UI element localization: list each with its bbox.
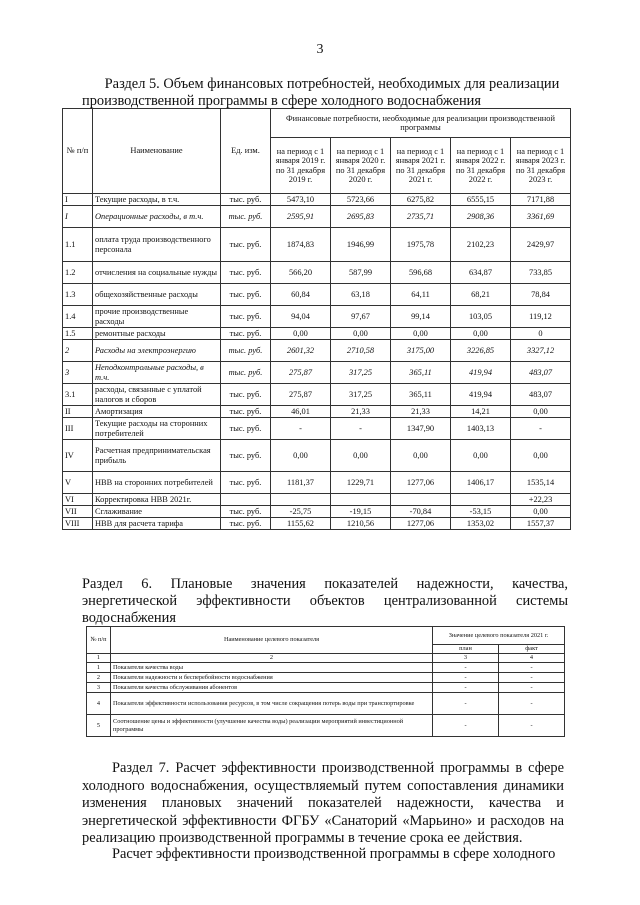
row-name: Амортизация [93,406,221,418]
row-unit: тыс. руб. [221,418,271,440]
row-value [271,494,331,506]
row-value: 3175,00 [391,340,451,362]
row-value: 483,07 [511,362,571,384]
section7-text: Раздел 7. Расчет эффективности производственной программы в сфере холодного водоснабжения, осуществляемый путем сопоставления динамики изменения плановых значений показателей надежности, качества и энергетической эффективности ФГБУ «Санаторий «Марьино» и расходов на реализацию производственной программы в течение срока ее действия. [82,760,564,847]
row-unit: тыс. руб. [221,262,271,284]
table-row [87,693,565,715]
row-value: 0,00 [511,506,571,518]
row-value: 99,14 [391,306,451,328]
table-row [87,663,565,673]
t6-col-plan-header: план [433,645,499,654]
indicator-fact: - [499,673,565,683]
row-number: 1.3 [63,284,93,306]
period-header: на период с 1 января 2022 г. по 31 декабря 2022 г. [451,138,511,194]
table-row [63,194,571,206]
row-value: 0,00 [511,440,571,472]
row-value: 2908,36 [451,206,511,228]
section6-heading-line1: Раздел 6. Плановые значения показателей надежности, качества, [82,576,568,592]
indicator-number: 5 [87,715,111,737]
section5-heading-line1: Раздел 5. Объем финансовых потребностей, необходимых для реализации [104,76,560,92]
table-row [63,440,571,472]
row-number: VI [63,494,93,506]
row-value: 14,21 [451,406,511,418]
row-value: 0 [511,328,571,340]
row-number: V [63,472,93,494]
indicator-fact: - [499,683,565,693]
row-value: 63,18 [331,284,391,306]
row-value: 483,07 [511,384,571,406]
row-value: 1210,56 [331,518,391,530]
row-value: 1277,06 [391,518,451,530]
section5-heading [82,76,582,110]
row-value: 634,87 [451,262,511,284]
row-name: НВВ для расчета тарифа [93,518,221,530]
row-value: - [511,418,571,440]
row-value: 0,00 [511,406,571,418]
row-name: расходы, связанные с уплатой налогов и сборов [93,384,221,406]
table-row [63,518,571,530]
row-value: 94,04 [271,306,331,328]
row-number: I [63,206,93,228]
section7-paragraph [82,760,564,848]
row-unit: тыс. руб. [221,518,271,530]
row-number: 2 [63,340,93,362]
indicator-plan: - [433,693,499,715]
period-header: на период с 1 января 2019 г. по 31 декабря 2019 г. [271,138,331,194]
row-value: 1229,71 [331,472,391,494]
row-number: 1.2 [63,262,93,284]
row-value: 1406,17 [451,472,511,494]
row-value: 21,33 [391,406,451,418]
indicator-number: 1 [87,663,111,673]
row-name: ремонтные расходы [93,328,221,340]
row-name: оплата труда производственного персонала [93,228,221,262]
row-name: Сглаживание [93,506,221,518]
row-number: 3 [63,362,93,384]
row-value: 1403,13 [451,418,511,440]
row-value: 103,05 [451,306,511,328]
section7-paragraph2: Расчет эффективности производственной программы в сфере холодного [112,846,556,862]
table-row [63,306,571,328]
row-number: 1.1 [63,228,93,262]
row-value: 733,85 [511,262,571,284]
row-value: 3327,12 [511,340,571,362]
row-name: отчисления на социальные нужды [93,262,221,284]
table-row [63,472,571,494]
table-row [63,418,571,440]
t6-col-fact-header: факт [499,645,565,654]
row-name: Корректировка НВВ 2021г. [93,494,221,506]
row-unit: тыс. руб. [221,206,271,228]
indicator-number: 3 [87,683,111,693]
table-row [63,340,571,362]
indicator-name: Соотношение цены и эффективности (улучшение качества воды) реализации мероприятий инвестиционной программы [111,715,433,737]
row-value: 68,21 [451,284,511,306]
row-value: 1347,90 [391,418,451,440]
row-unit: тыс. руб. [221,440,271,472]
row-name: Расчетная предпринимательская прибыль [93,440,221,472]
indicator-plan: - [433,663,499,673]
t6-col-group-header: Значение целевого показателя 2021 г. [433,627,565,645]
period-header: на период с 1 января 2023 г. по 31 декабря 2023 г. [511,138,571,194]
row-value: +22,23 [511,494,571,506]
t6-col-no-header: № п/п [87,627,111,654]
row-unit: тыс. руб. [221,406,271,418]
row-value: 2601,32 [271,340,331,362]
table-row [63,406,571,418]
row-name: прочие производственные расходы [93,306,221,328]
row-number: III [63,418,93,440]
indicator-name: Показатели качества обслуживания абонентов [111,683,433,693]
indicator-plan: - [433,715,499,737]
section6-heading-line3: водоснабжения [82,610,176,626]
row-value: 275,87 [271,384,331,406]
row-value: 1946,99 [331,228,391,262]
column-index: 4 [499,654,565,663]
row-value: 2695,83 [331,206,391,228]
table-row [63,228,571,262]
table-row [87,683,565,693]
row-value: 1535,14 [511,472,571,494]
section6-heading [82,576,568,627]
row-unit: тыс. руб. [221,472,271,494]
row-number: II [63,406,93,418]
row-value: 1557,37 [511,518,571,530]
row-value: -53,15 [451,506,511,518]
row-value [451,494,511,506]
row-value [331,494,391,506]
indicator-fact: - [499,693,565,715]
table-row [63,362,571,384]
row-value: 3361,69 [511,206,571,228]
row-value: 1975,78 [391,228,451,262]
t6-col-name-header: Наименование целевого показателя [111,627,433,654]
row-value: 0,00 [391,328,451,340]
row-value: 64,11 [391,284,451,306]
row-value: -70,84 [391,506,451,518]
indicator-name: Показатели эффективности использования ресурсов, в том числе сокращения потерь воды при транспортировке [111,693,433,715]
indicator-number: 2 [87,673,111,683]
column-index: 1 [87,654,111,663]
row-value: 60,84 [271,284,331,306]
row-value: 0,00 [451,328,511,340]
table-row [63,506,571,518]
column-index: 2 [111,654,433,663]
row-unit: тыс. руб. [221,340,271,362]
row-value: 2595,91 [271,206,331,228]
row-value: 6555,15 [451,194,511,206]
indicator-plan: - [433,683,499,693]
row-value: - [271,418,331,440]
row-value: 2710,58 [331,340,391,362]
row-value: 2102,23 [451,228,511,262]
row-value: -19,15 [331,506,391,518]
table-row [63,384,571,406]
row-value: 2735,71 [391,206,451,228]
page-number: 3 [316,42,324,57]
row-value [391,494,451,506]
row-value: 1277,06 [391,472,451,494]
row-value: 419,94 [451,362,511,384]
row-number: 1.5 [63,328,93,340]
section5-heading-line2: производственной программы в сфере холодного водоснабжения [82,93,481,109]
row-value: 5723,66 [331,194,391,206]
column-index: 3 [433,654,499,663]
row-number: IV [63,440,93,472]
row-value: 0,00 [451,440,511,472]
row-unit: тыс. руб. [221,384,271,406]
row-value: 596,68 [391,262,451,284]
row-value: 21,33 [331,406,391,418]
row-unit: тыс. руб. [221,506,271,518]
row-value: 317,25 [331,384,391,406]
row-value: 0,00 [271,440,331,472]
financial-needs-table [62,108,571,530]
row-number: 3.1 [63,384,93,406]
target-indicators-table [86,626,565,737]
row-value: 365,11 [391,384,451,406]
indicator-plan: - [433,673,499,683]
row-value: 1874,83 [271,228,331,262]
row-value: 365,11 [391,362,451,384]
row-value: 0,00 [331,328,391,340]
row-value: 566,20 [271,262,331,284]
row-value: - [331,418,391,440]
row-name: НВВ на сторонних потребителей [93,472,221,494]
row-value: 0,00 [391,440,451,472]
table-row [63,494,571,506]
row-value: 46,01 [271,406,331,418]
indicator-name: Показатели надежности и бесперебойности водоснабжения [111,673,433,683]
row-name: общехозяйственные расходы [93,284,221,306]
row-value: 6275,82 [391,194,451,206]
row-number: I [63,194,93,206]
row-value: 0,00 [331,440,391,472]
row-unit: тыс. руб. [221,284,271,306]
row-value: 78,84 [511,284,571,306]
indicator-fact: - [499,715,565,737]
row-unit: тыс. руб. [221,194,271,206]
row-value: 1155,62 [271,518,331,530]
row-number: VII [63,506,93,518]
row-value: 2429,97 [511,228,571,262]
table-row [87,673,565,683]
row-value: 3226,85 [451,340,511,362]
row-name: Текущие расходы, в т.ч. [93,194,221,206]
indicator-number: 4 [87,693,111,715]
row-value: 1181,37 [271,472,331,494]
period-header: на период с 1 января 2021 г. по 31 декабря 2021 г. [391,138,451,194]
row-value: 275,87 [271,362,331,384]
row-name: Операционные расходы, в т.ч. [93,206,221,228]
row-unit: тыс. руб. [221,362,271,384]
row-value: 587,99 [331,262,391,284]
row-name: Текущие расходы на сторонних потребителей [93,418,221,440]
period-header: на период с 1 января 2020 г. по 31 декабря 2020 г. [331,138,391,194]
col-unit-header: Ед. изм. [221,109,271,194]
col-no-header: № п/п [63,109,93,194]
col-name-header: Наименование [93,109,221,194]
indicator-name: Показатели качества воды [111,663,433,673]
row-value: 97,67 [331,306,391,328]
row-value: 7171,88 [511,194,571,206]
row-unit: тыс. руб. [221,306,271,328]
table-row [63,284,571,306]
indicator-fact: - [499,663,565,673]
table-row [87,715,565,737]
row-number: 1.4 [63,306,93,328]
row-name: Неподконтрольные расходы, в т.ч. [93,362,221,384]
section6-heading-line2: энергетической эффективности объектов централизованной системы [82,593,568,609]
row-value: 0,00 [271,328,331,340]
row-number: VIII [63,518,93,530]
row-unit [221,494,271,506]
row-value: -25,75 [271,506,331,518]
table-row [63,206,571,228]
row-value: 5473,10 [271,194,331,206]
row-value: 317,25 [331,362,391,384]
row-name: Расходы на электроэнергию [93,340,221,362]
row-value: 419,94 [451,384,511,406]
row-value: 119,12 [511,306,571,328]
row-unit: тыс. руб. [221,228,271,262]
table-row [63,328,571,340]
col-group-header: Финансовые потребности, необходимые для реализации производственной программы [271,109,571,138]
row-value: 1353,02 [451,518,511,530]
row-unit: тыс. руб. [221,328,271,340]
table-row [63,262,571,284]
